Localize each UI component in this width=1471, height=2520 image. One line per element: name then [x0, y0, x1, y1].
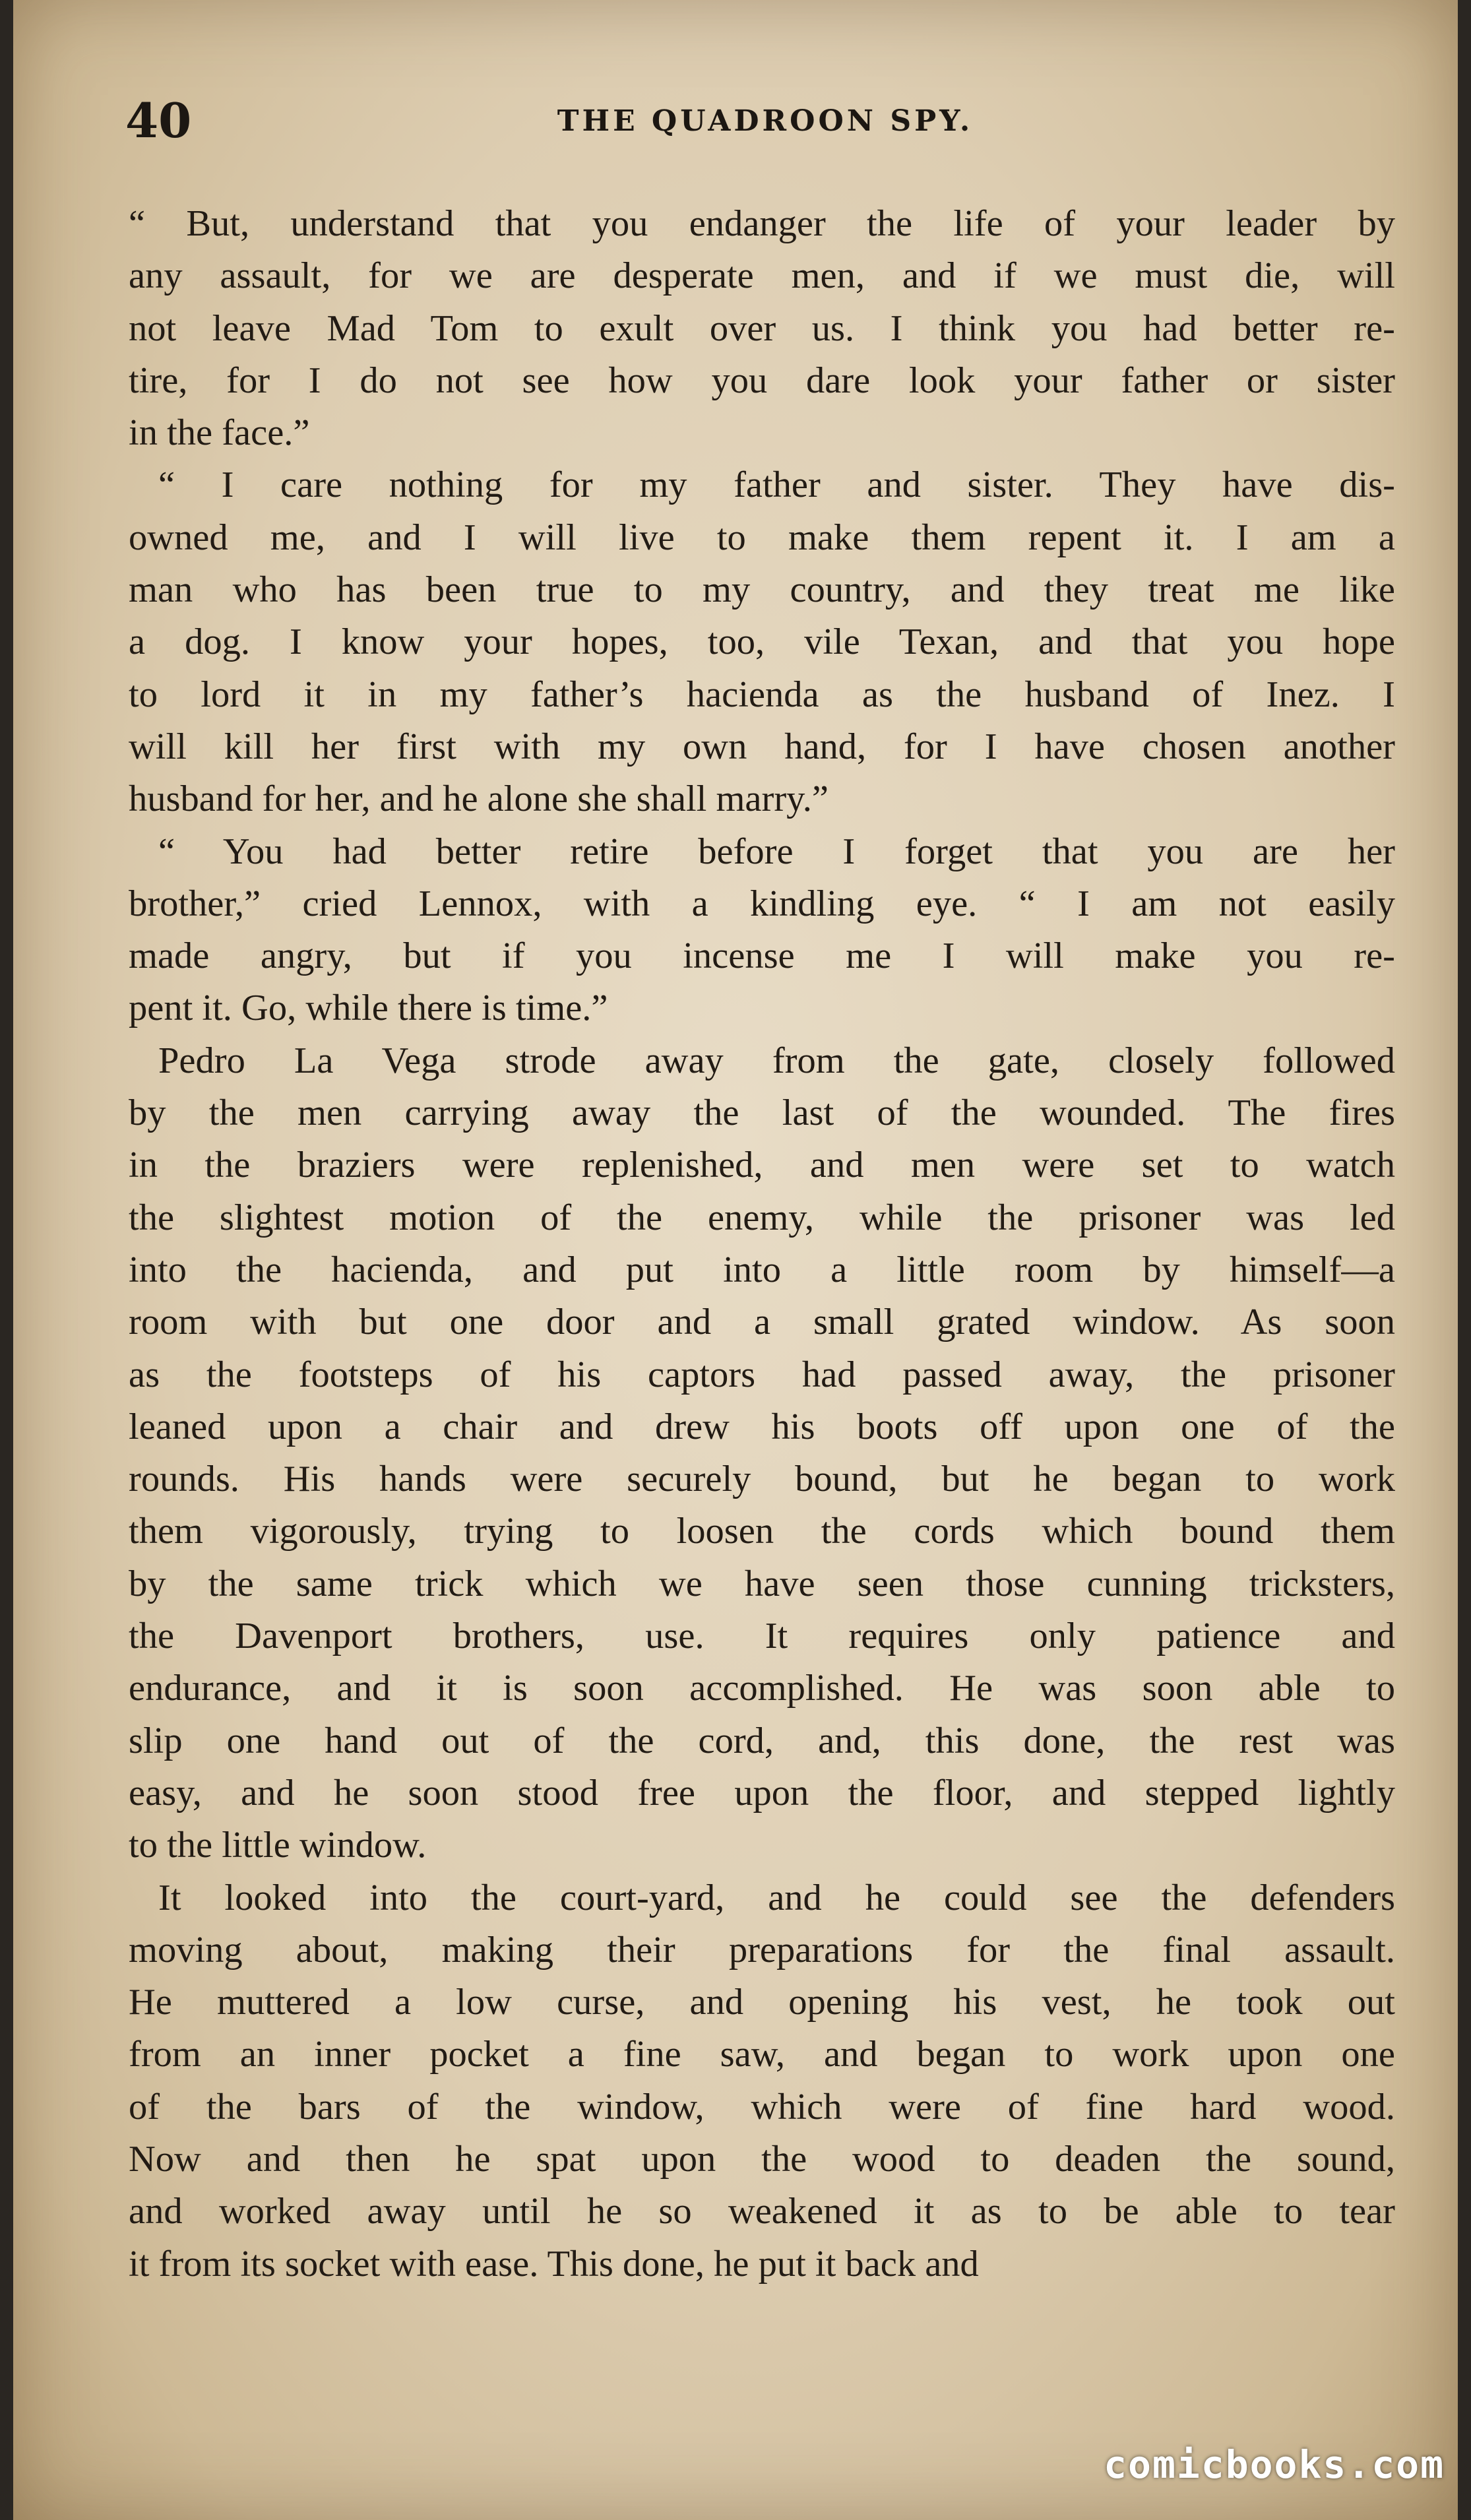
- paragraph: [129, 826, 1395, 1035]
- text-line: by the same trick which we have seen those cunning tricksters,: [129, 1563, 1395, 1604]
- running-head: THE QUADROON SPY.: [557, 104, 974, 138]
- text-line: will kill her first with my own hand, for I have chosen another: [129, 726, 1395, 767]
- text-line: made angry, but if you incense me I will make you re-: [129, 935, 1395, 977]
- text-line: in the braziers were replenished, and men were set to watch: [129, 1145, 1395, 1186]
- text-line: “ You had better retire before I forget that you are her: [158, 831, 1395, 872]
- text-line: tire, for I do not see how you dare look your father or sister: [129, 360, 1395, 401]
- page-number: 40: [125, 92, 192, 148]
- book-page: [13, 0, 1458, 2520]
- text-line: not leave Mad Tom to exult over us. I think you had better re-: [129, 307, 1395, 349]
- watermark: comicbooks.com: [1104, 2442, 1445, 2487]
- paragraph: [129, 1872, 1395, 2290]
- text-line: to the little window.: [129, 1825, 427, 1866]
- text-line: the Davenport brothers, use. It requires only patience and: [129, 1616, 1395, 1657]
- text-line: of the bars of the window, which were of fine hard wood.: [129, 2086, 1395, 2127]
- text-line: Pedro La Vega strode away from the gate, closely followed: [158, 1040, 1395, 1081]
- text-line: Now and then he spat upon the wood to deaden the sound,: [129, 2138, 1395, 2180]
- paragraph: [129, 198, 1395, 459]
- text-line: a dog. I know your hopes, too, vile Texan, and that you hope: [129, 621, 1395, 663]
- text-line: moving about, making their preparations for the final assault.: [129, 1929, 1395, 1970]
- text-line: in the face.”: [129, 412, 310, 454]
- text-line: He muttered a low curse, and opening his vest, he took out: [129, 1982, 1395, 2023]
- text-line: man who has been true to my country, and they treat me like: [129, 569, 1395, 611]
- text-line: “ I care nothing for my father and sister. They have dis-: [158, 464, 1395, 506]
- text-line: it from its socket with ease. This done, he put it back and: [129, 2243, 979, 2284]
- text-line: by the men carrying away the last of the wounded. The fires: [129, 1092, 1395, 1134]
- text-line: into the hacienda, and put into a little room by himself—a: [129, 1249, 1395, 1290]
- text-line: from an inner pocket a fine saw, and began to work upon one: [129, 2034, 1395, 2075]
- page-header: [119, 92, 1412, 148]
- text-line: room with but one door and a small grated window. As soon: [129, 1302, 1395, 1343]
- text-line: the slightest motion of the enemy, while the prisoner was led: [129, 1197, 1395, 1238]
- text-line: any assault, for we are desperate men, and if we must die, will: [129, 255, 1395, 297]
- text-line: easy, and he soon stood free upon the floor, and stepped lightly: [129, 1772, 1395, 1813]
- text-line: owned me, and I will live to make them repent it. I am a: [129, 517, 1395, 558]
- body-text: [129, 198, 1395, 2290]
- text-line: pent it. Go, while there is time.”: [129, 988, 608, 1029]
- text-line: and worked away until he so weakened it as to be able to tear: [129, 2191, 1395, 2232]
- paragraph: [129, 1035, 1395, 1872]
- text-line: endurance, and it is soon accomplished. He was soon able to: [129, 1668, 1395, 1709]
- text-line: rounds. His hands were securely bound, but he began to work: [129, 1459, 1395, 1500]
- text-line: as the footsteps of his captors had passed away, the prisoner: [129, 1354, 1395, 1395]
- text-line: them vigorously, trying to loosen the cords which bound them: [129, 1511, 1395, 1552]
- text-line: It looked into the court-yard, and he could see the defenders: [158, 1877, 1395, 1918]
- text-line: leaned upon a chair and drew his boots off upon one of the: [129, 1406, 1395, 1447]
- text-line: brother,” cried Lennox, with a kindling eye. “ I am not easily: [129, 883, 1395, 924]
- text-line: husband for her, and he alone she shall marry.”: [129, 778, 829, 820]
- text-line: to lord it in my father’s hacienda as the husband of Inez. I: [129, 674, 1395, 715]
- paragraph: [129, 459, 1395, 825]
- text-line: slip one hand out of the cord, and, this done, the rest was: [129, 1720, 1395, 1761]
- text-line: “ But, understand that you endanger the life of your leader by: [129, 203, 1395, 244]
